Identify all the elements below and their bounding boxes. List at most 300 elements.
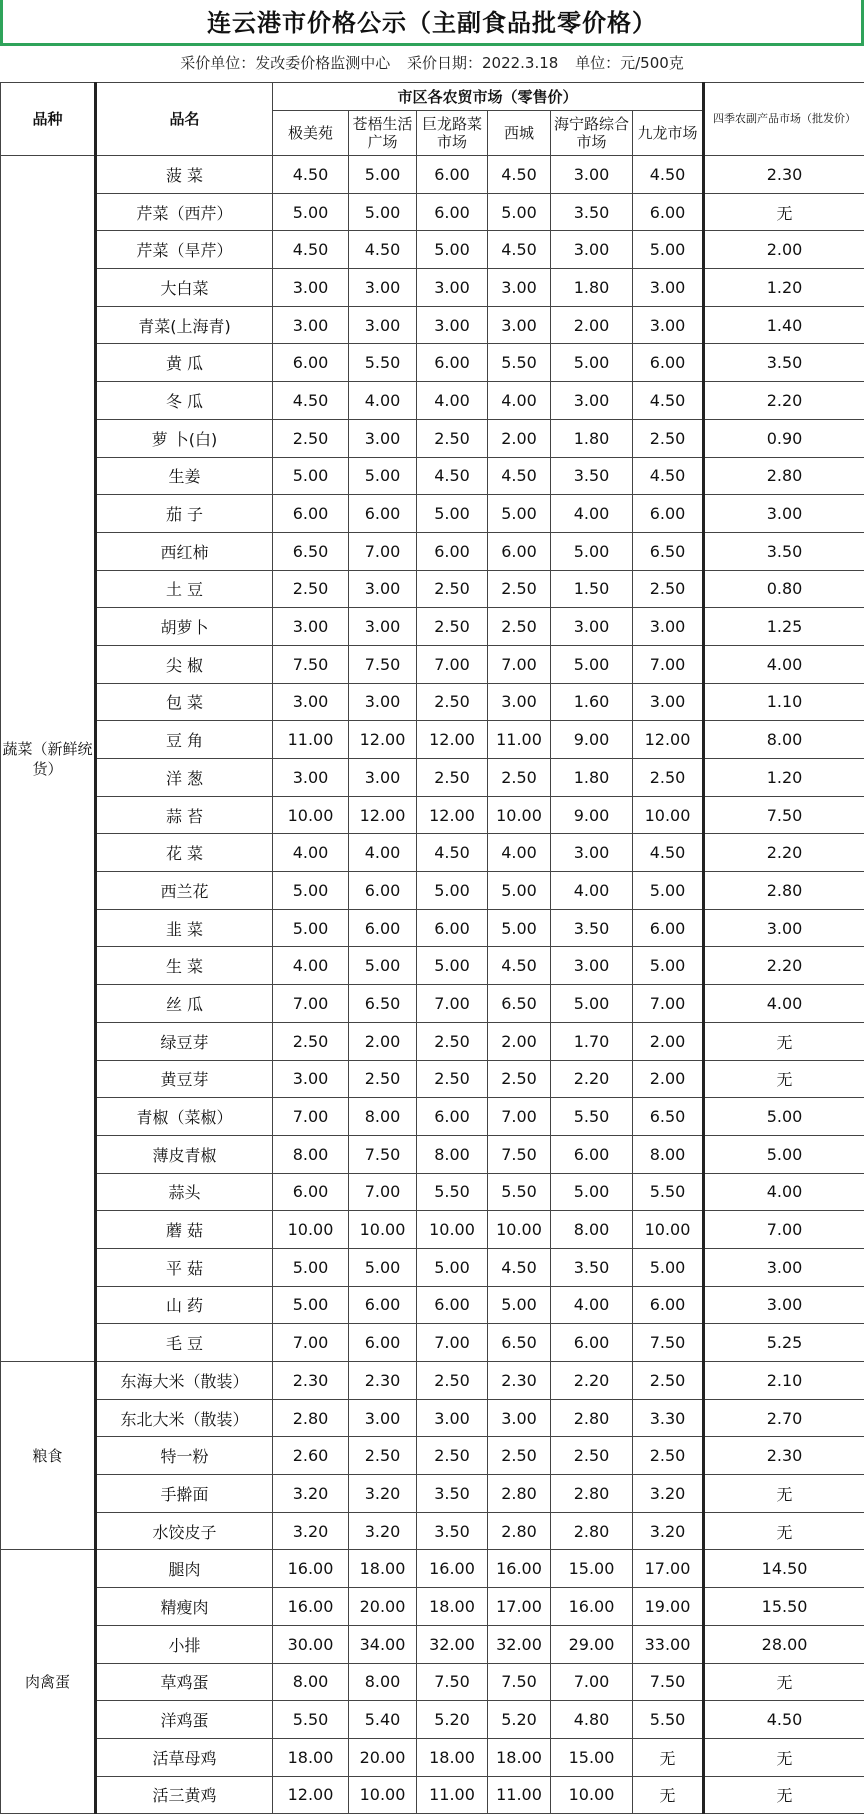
retail-price: 16.00	[551, 1588, 633, 1626]
table-row	[1, 269, 864, 307]
retail-price: 7.00	[488, 1098, 551, 1136]
retail-price: 6.00	[417, 156, 488, 194]
wholesale-price: 2.20	[704, 382, 864, 420]
table-row	[1, 1248, 864, 1286]
retail-price: 2.50	[349, 1437, 417, 1475]
retail-price: 5.00	[551, 532, 633, 570]
item-name: 腿肉	[96, 1550, 273, 1588]
retail-price: 2.50	[273, 570, 349, 608]
item-name: 黄豆芽	[96, 1060, 273, 1098]
retail-price: 3.00	[349, 759, 417, 797]
retail-price: 4.50	[273, 382, 349, 420]
item-name: 平 菇	[96, 1248, 273, 1286]
wholesale-price: 2.30	[704, 1437, 864, 1475]
retail-price: 20.00	[349, 1588, 417, 1626]
retail-price: 3.20	[349, 1512, 417, 1550]
header-wholesale: 四季农副产品市场（批发价）	[704, 83, 864, 156]
retail-price: 6.00	[633, 909, 704, 947]
retail-price: 12.00	[349, 721, 417, 759]
retail-price: 15.00	[551, 1550, 633, 1588]
retail-price: 3.00	[488, 1399, 551, 1437]
retail-price: 7.00	[273, 1324, 349, 1362]
retail-price: 3.50	[551, 909, 633, 947]
retail-price: 10.00	[488, 796, 551, 834]
retail-price: 7.50	[417, 1663, 488, 1701]
retail-price: 5.00	[417, 495, 488, 533]
retail-price: 3.00	[551, 156, 633, 194]
retail-price: 4.80	[551, 1701, 633, 1739]
retail-price: 11.00	[273, 721, 349, 759]
retail-price: 2.50	[349, 1060, 417, 1098]
retail-price: 17.00	[488, 1588, 551, 1626]
retail-price: 2.50	[488, 1437, 551, 1475]
retail-price: 3.00	[488, 306, 551, 344]
item-name: 蘑 菇	[96, 1211, 273, 1249]
retail-price: 3.50	[417, 1475, 488, 1513]
retail-price: 6.50	[633, 532, 704, 570]
retail-price: 5.50	[417, 1173, 488, 1211]
table-row	[1, 1475, 864, 1513]
wholesale-price: 无	[704, 1022, 864, 1060]
retail-price: 2.50	[488, 608, 551, 646]
item-name: 花 菜	[96, 834, 273, 872]
retail-price: 3.20	[273, 1475, 349, 1513]
retail-price: 1.60	[551, 683, 633, 721]
wholesale-price: 3.00	[704, 909, 864, 947]
table-row	[1, 985, 864, 1023]
wholesale-price: 15.50	[704, 1588, 864, 1626]
table-row	[1, 1362, 864, 1400]
retail-price: 6.00	[633, 495, 704, 533]
retail-price: 2.00	[488, 1022, 551, 1060]
retail-price: 5.00	[417, 231, 488, 269]
retail-price: 3.00	[349, 419, 417, 457]
retail-price: 29.00	[551, 1625, 633, 1663]
wholesale-price: 无	[704, 1060, 864, 1098]
item-name: 活草母鸡	[96, 1738, 273, 1776]
item-name: 洋鸡蛋	[96, 1701, 273, 1739]
retail-price: 6.00	[417, 909, 488, 947]
item-name: 西红柿	[96, 532, 273, 570]
retail-price: 4.00	[417, 382, 488, 420]
wholesale-price: 1.40	[704, 306, 864, 344]
retail-price: 2.50	[417, 570, 488, 608]
retail-price: 5.00	[551, 1173, 633, 1211]
retail-price: 3.00	[633, 269, 704, 307]
retail-price: 7.00	[633, 645, 704, 683]
table-row	[1, 1776, 864, 1814]
retail-price: 5.00	[551, 645, 633, 683]
retail-price: 16.00	[488, 1550, 551, 1588]
table-row	[1, 457, 864, 495]
retail-price: 3.00	[417, 269, 488, 307]
retail-price: 8.00	[349, 1663, 417, 1701]
wholesale-price: 2.70	[704, 1399, 864, 1437]
retail-price: 8.00	[417, 1135, 488, 1173]
wholesale-price: 28.00	[704, 1625, 864, 1663]
retail-price: 10.00	[488, 1211, 551, 1249]
item-name: 萝 卜(白)	[96, 419, 273, 457]
wholesale-price: 无	[704, 1776, 864, 1814]
retail-price: 2.50	[417, 683, 488, 721]
retail-price: 4.00	[349, 834, 417, 872]
retail-price: 6.00	[551, 1324, 633, 1362]
retail-price: 9.00	[551, 721, 633, 759]
retail-price: 33.00	[633, 1625, 704, 1663]
retail-price: 3.00	[273, 683, 349, 721]
table-row	[1, 683, 864, 721]
wholesale-price: 无	[704, 1663, 864, 1701]
retail-price: 1.70	[551, 1022, 633, 1060]
retail-price: 1.80	[551, 269, 633, 307]
retail-price: 5.00	[273, 193, 349, 231]
retail-price: 6.00	[417, 344, 488, 382]
wholesale-price: 1.25	[704, 608, 864, 646]
item-name: 青菜(上海青)	[96, 306, 273, 344]
retail-price: 7.00	[488, 645, 551, 683]
retail-price: 5.00	[417, 947, 488, 985]
retail-price: 4.50	[273, 231, 349, 269]
retail-price: 3.20	[633, 1475, 704, 1513]
table-row	[1, 1738, 864, 1776]
retail-price: 4.50	[488, 947, 551, 985]
retail-price: 2.20	[551, 1060, 633, 1098]
retail-price: 7.00	[349, 532, 417, 570]
retail-price: 8.00	[273, 1663, 349, 1701]
item-name: 水饺皮子	[96, 1512, 273, 1550]
retail-price: 4.00	[551, 1286, 633, 1324]
retail-price: 4.00	[551, 872, 633, 910]
retail-price: 10.00	[273, 1211, 349, 1249]
wholesale-price: 无	[704, 193, 864, 231]
retail-price: 18.00	[273, 1738, 349, 1776]
item-name: 绿豆芽	[96, 1022, 273, 1060]
retail-price: 3.00	[488, 269, 551, 307]
retail-price: 7.00	[273, 1098, 349, 1136]
retail-price: 11.00	[488, 721, 551, 759]
retail-price: 1.80	[551, 759, 633, 797]
wholesale-price: 3.50	[704, 532, 864, 570]
retail-price: 2.30	[349, 1362, 417, 1400]
retail-price: 18.00	[488, 1738, 551, 1776]
retail-price: 4.50	[488, 156, 551, 194]
retail-price: 18.00	[349, 1550, 417, 1588]
table-row	[1, 759, 864, 797]
item-name: 菠 菜	[96, 156, 273, 194]
retail-price: 6.00	[417, 532, 488, 570]
item-name: 丝 瓜	[96, 985, 273, 1023]
table-row	[1, 1098, 864, 1136]
retail-price: 3.50	[551, 193, 633, 231]
retail-price: 4.50	[417, 834, 488, 872]
item-name: 东海大米（散装）	[96, 1362, 273, 1400]
item-name: 包 菜	[96, 683, 273, 721]
retail-price: 4.50	[273, 156, 349, 194]
item-name: 蒜 苔	[96, 796, 273, 834]
retail-price: 5.00	[551, 985, 633, 1023]
retail-price: 17.00	[633, 1550, 704, 1588]
retail-price: 7.50	[488, 1135, 551, 1173]
retail-price: 3.00	[349, 269, 417, 307]
retail-price: 3.00	[551, 608, 633, 646]
table-row	[1, 570, 864, 608]
retail-price: 6.00	[273, 344, 349, 382]
wholesale-price: 4.50	[704, 1701, 864, 1739]
retail-price: 4.50	[633, 834, 704, 872]
retail-price: 5.00	[551, 344, 633, 382]
retail-price: 3.00	[273, 608, 349, 646]
wholesale-price: 3.00	[704, 495, 864, 533]
wholesale-price: 1.10	[704, 683, 864, 721]
retail-price: 15.00	[551, 1738, 633, 1776]
wholesale-price: 2.80	[704, 872, 864, 910]
retail-price: 2.50	[417, 759, 488, 797]
retail-price: 3.00	[349, 570, 417, 608]
retail-price: 6.00	[349, 1286, 417, 1324]
wholesale-price: 2.80	[704, 457, 864, 495]
retail-price: 5.00	[417, 1248, 488, 1286]
wholesale-price: 7.00	[704, 1211, 864, 1249]
retail-price: 11.00	[488, 1776, 551, 1814]
retail-price: 无	[633, 1776, 704, 1814]
retail-price: 2.80	[551, 1399, 633, 1437]
retail-price: 5.00	[417, 872, 488, 910]
retail-price: 2.50	[633, 1362, 704, 1400]
wholesale-price: 3.00	[704, 1286, 864, 1324]
table-row	[1, 1512, 864, 1550]
retail-price: 7.50	[349, 645, 417, 683]
retail-price: 3.00	[633, 306, 704, 344]
table-row	[1, 1211, 864, 1249]
retail-price: 7.50	[488, 1663, 551, 1701]
retail-price: 6.00	[633, 193, 704, 231]
wholesale-price: 3.00	[704, 1248, 864, 1286]
retail-price: 5.50	[488, 344, 551, 382]
table-row	[1, 1173, 864, 1211]
header-market: 西城	[488, 111, 551, 156]
retail-price: 6.50	[273, 532, 349, 570]
retail-price: 2.50	[417, 1060, 488, 1098]
retail-price: 2.00	[349, 1022, 417, 1060]
table-row	[1, 156, 864, 194]
retail-price: 2.50	[417, 1022, 488, 1060]
retail-price: 11.00	[417, 1776, 488, 1814]
retail-price: 8.00	[551, 1211, 633, 1249]
item-name: 小排	[96, 1625, 273, 1663]
wholesale-price: 4.00	[704, 645, 864, 683]
retail-price: 3.00	[633, 608, 704, 646]
retail-price: 8.00	[349, 1098, 417, 1136]
retail-price: 6.50	[633, 1098, 704, 1136]
retail-price: 10.00	[633, 1211, 704, 1249]
retail-price: 10.00	[273, 796, 349, 834]
retail-price: 4.00	[488, 834, 551, 872]
retail-price: 8.00	[273, 1135, 349, 1173]
retail-price: 5.50	[551, 1098, 633, 1136]
wholesale-price: 8.00	[704, 721, 864, 759]
retail-price: 9.00	[551, 796, 633, 834]
table-row	[1, 306, 864, 344]
retail-price: 12.00	[417, 721, 488, 759]
retail-price: 5.00	[633, 1248, 704, 1286]
retail-price: 5.00	[633, 872, 704, 910]
retail-price: 6.00	[273, 495, 349, 533]
retail-price: 5.20	[417, 1701, 488, 1739]
retail-price: 3.00	[551, 834, 633, 872]
retail-price: 2.00	[633, 1060, 704, 1098]
retail-price: 7.50	[273, 645, 349, 683]
table-row	[1, 419, 864, 457]
retail-price: 12.00	[273, 1776, 349, 1814]
header-market: 九龙市场	[633, 111, 704, 156]
header-market: 海宁路综合市场	[551, 111, 633, 156]
collector-unit: 采价单位：发改委价格监测中心	[180, 54, 390, 72]
header-market: 苍梧生活广场	[349, 111, 417, 156]
retail-price: 2.50	[488, 759, 551, 797]
table-row	[1, 1550, 864, 1588]
retail-price: 6.00	[417, 1286, 488, 1324]
retail-price: 4.00	[273, 947, 349, 985]
item-name: 冬 瓜	[96, 382, 273, 420]
retail-price: 6.00	[349, 495, 417, 533]
item-name: 韭 菜	[96, 909, 273, 947]
retail-price: 2.50	[633, 419, 704, 457]
retail-price: 5.00	[273, 1286, 349, 1324]
retail-price: 1.50	[551, 570, 633, 608]
item-name: 黄 瓜	[96, 344, 273, 382]
retail-price: 12.00	[633, 721, 704, 759]
retail-price: 4.50	[349, 231, 417, 269]
table-row	[1, 645, 864, 683]
retail-price: 5.00	[488, 495, 551, 533]
retail-price: 3.50	[417, 1512, 488, 1550]
retail-price: 2.30	[273, 1362, 349, 1400]
retail-price: 2.80	[488, 1475, 551, 1513]
wholesale-price: 2.30	[704, 156, 864, 194]
retail-price: 7.00	[417, 1324, 488, 1362]
retail-price: 5.00	[349, 457, 417, 495]
retail-price: 4.00	[273, 834, 349, 872]
retail-price: 2.80	[551, 1512, 633, 1550]
retail-price: 5.50	[633, 1701, 704, 1739]
table-row	[1, 834, 864, 872]
retail-price: 3.00	[273, 306, 349, 344]
wholesale-price: 1.20	[704, 269, 864, 307]
retail-price: 10.00	[551, 1776, 633, 1814]
retail-price: 3.00	[349, 683, 417, 721]
header-market: 极美苑	[273, 111, 349, 156]
table-row	[1, 382, 864, 420]
retail-price: 6.50	[488, 985, 551, 1023]
retail-price: 5.50	[488, 1173, 551, 1211]
retail-price: 无	[633, 1738, 704, 1776]
retail-price: 12.00	[349, 796, 417, 834]
page-title: 连云港市价格公示（主副食品批零价格）	[0, 0, 864, 46]
collect-date: 采价日期：2022.3.18	[407, 54, 558, 72]
wholesale-price: 无	[704, 1475, 864, 1513]
retail-price: 4.50	[633, 156, 704, 194]
retail-price: 2.50	[417, 419, 488, 457]
retail-price: 3.00	[273, 759, 349, 797]
retail-price: 3.20	[633, 1512, 704, 1550]
retail-price: 2.50	[551, 1437, 633, 1475]
retail-price: 3.30	[633, 1399, 704, 1437]
table-row	[1, 1588, 864, 1626]
retail-price: 2.30	[488, 1362, 551, 1400]
table-row	[1, 1324, 864, 1362]
retail-price: 4.00	[488, 382, 551, 420]
retail-price: 2.00	[633, 1022, 704, 1060]
item-name: 特一粉	[96, 1437, 273, 1475]
category-cell: 肉禽蛋	[1, 1550, 96, 1814]
retail-price: 3.00	[417, 1399, 488, 1437]
retail-price: 6.00	[633, 344, 704, 382]
retail-price: 3.00	[551, 231, 633, 269]
retail-price: 3.50	[551, 457, 633, 495]
retail-price: 5.00	[633, 947, 704, 985]
table-row	[1, 495, 864, 533]
table-row	[1, 231, 864, 269]
item-name: 芹菜（西芹）	[96, 193, 273, 231]
wholesale-price: 5.00	[704, 1098, 864, 1136]
item-name: 生姜	[96, 457, 273, 495]
retail-price: 30.00	[273, 1625, 349, 1663]
retail-price: 3.00	[488, 683, 551, 721]
table-row	[1, 1399, 864, 1437]
item-name: 草鸡蛋	[96, 1663, 273, 1701]
retail-price: 2.50	[417, 1362, 488, 1400]
retail-price: 7.50	[349, 1135, 417, 1173]
wholesale-price: 1.20	[704, 759, 864, 797]
retail-price: 16.00	[273, 1588, 349, 1626]
item-name: 胡萝卜	[96, 608, 273, 646]
info-line	[0, 46, 864, 80]
retail-price: 3.00	[349, 1399, 417, 1437]
item-name: 洋 葱	[96, 759, 273, 797]
retail-price: 10.00	[633, 796, 704, 834]
retail-price: 5.00	[273, 457, 349, 495]
retail-price: 19.00	[633, 1588, 704, 1626]
wholesale-price: 5.00	[704, 1135, 864, 1173]
item-name: 茄 子	[96, 495, 273, 533]
header-retail-group: 市区各农贸市场（零售价）	[273, 83, 704, 111]
table-row	[1, 193, 864, 231]
retail-price: 2.50	[417, 1437, 488, 1475]
retail-price: 5.50	[273, 1701, 349, 1739]
retail-price: 5.00	[273, 1248, 349, 1286]
retail-price: 2.00	[488, 419, 551, 457]
retail-price: 3.20	[273, 1512, 349, 1550]
retail-price: 1.80	[551, 419, 633, 457]
retail-price: 2.50	[273, 1022, 349, 1060]
wholesale-price: 0.90	[704, 419, 864, 457]
retail-price: 3.00	[273, 1060, 349, 1098]
retail-price: 10.00	[417, 1211, 488, 1249]
header-name: 品名	[96, 83, 273, 156]
item-name: 芹菜（旱芹）	[96, 231, 273, 269]
wholesale-price: 2.20	[704, 834, 864, 872]
category-cell: 粮食	[1, 1362, 96, 1550]
retail-price: 5.00	[488, 193, 551, 231]
retail-price: 6.00	[417, 1098, 488, 1136]
table-row	[1, 1437, 864, 1475]
table-row	[1, 532, 864, 570]
retail-price: 7.00	[551, 1663, 633, 1701]
retail-price: 2.50	[273, 419, 349, 457]
retail-price: 6.00	[551, 1135, 633, 1173]
retail-price: 34.00	[349, 1625, 417, 1663]
retail-price: 5.00	[349, 947, 417, 985]
